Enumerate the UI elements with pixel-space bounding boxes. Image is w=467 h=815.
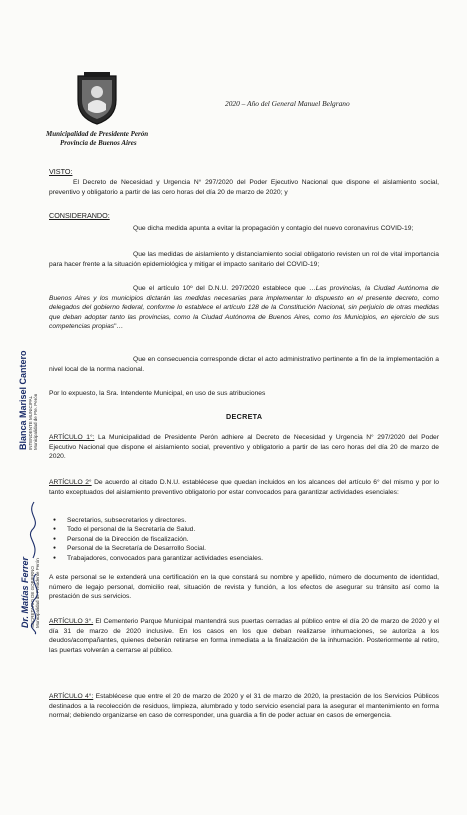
year-motto: 2020 – Año del General Manuel Belgrano	[225, 99, 350, 108]
signature-stamp-intendente	[18, 350, 38, 450]
list-item: ● Todo el personal de la Secretaría de Salud.	[51, 525, 431, 534]
signature-name: Dr. Matías Ferrer	[20, 556, 30, 628]
handwritten-signature	[24, 572, 46, 636]
article-2-list	[51, 516, 431, 563]
org-name: Municipalidad de Presidente Perón	[46, 130, 149, 138]
org-province: Provincia de Buenos Aires	[60, 139, 137, 147]
list-item: ● Secretarios, subsecretarios y directores.	[51, 516, 431, 525]
article-4: ARTÍCULO 4°: Establécese que entre el 20 de marzo de 2020 y el 31 de marzo de 2020, la prestación de los Servicios Públicos destinados a la recolección de residuos, limpieza, alumbrado y todo servicio esencial para la asegurar el mantenimiento en forma normal; debiendo organizarse en caso de corresponder, una guardia a fin de poder actuar en casos de emergencia.	[49, 693, 440, 720]
municipal-crest-logo	[74, 70, 120, 126]
por-ello: Por lo expuesto, la Sra. Intendente Municipal, en uso de sus atribuciones	[49, 390, 266, 397]
handwritten-signature	[24, 500, 44, 560]
article-2: ARTÍCULO 2° De acuerdo al citado D.N.U. establécese que quedan incluidos en los alcances del artículo 6° del mismo y por lo tanto exceptuados del aislamiento preventivo obligatorio por estar convocados para garantizar actividades esenciales:	[49, 479, 439, 496]
decreta-heading: DECRETA	[226, 412, 263, 421]
article-2-tail: A este personal se le extenderá una certificación en la que constará su nombre y apellido, número de documento de identidad, número de legajo personal, domicilio real, situación de revista y función, a los efectos de asegurar su tránsito así como la prestación de sus servicios.	[49, 574, 439, 601]
considerando-p1: Que dicha medida apunta a evitar la propagación y contagio del nuevo coronavirus COVID-19;	[133, 225, 414, 232]
visto-text: El Decreto de Necesidad y Urgencia N° 297/2020 del Poder Ejecutivo Nacional que dispone el aislamiento social, preventivo y obligatorio a partir de las cero horas del día 20 de marzo de 2020; y	[49, 179, 439, 196]
visto-heading: VISTO:	[49, 167, 73, 176]
article-3: ARTÍCULO 3°. El Cementerio Parque Municipal mantendrá sus puertas cerradas al público entre el día 20 de marzo de 2020 y el día 31 de marzo de 2020 inclusive. En los casos en los que deban realizarse inhumaciones, se autoriza a los deudos/acompañantes, quienes deberán retirarse en forma inmediata a la finalización de la inhumación. Posteriormente al retiro, las puertas volverán a cerrarse al público.	[49, 618, 439, 654]
considerando-p2: Que las medidas de aislamiento y distanciamiento social obligatorio revisten un rol de vital importancia para hacer frente a la situación epidemiológica y mitigar el impacto sanitario del COVID-19;	[49, 251, 439, 268]
considerando-p4: Que en consecuencia corresponde dictar el acto administrativo pertinente a fin de la implementación a nivel local de la norma nacional.	[49, 356, 439, 373]
list-item: ● Trabajadores, convocados para garantizar actividades esenciales.	[51, 554, 431, 563]
article-1: ARTÍCULO 1°: La Municipalidad de Presidente Perón adhiere al Decreto de Necesidad y Urgencia N° 297/2020 del Poder Ejecutivo Nacional que dispone el aislamiento social, preventivo y obligatorio a partir de las cero horas del día 20 de marzo de 2020.	[49, 434, 440, 461]
considerando-p3: Que el artículo 10º del D.N.U. 297/2020 establece que …Las provincias, la Ciudad Autónoma de Buenos Aires y los municipios dictarán las medidas necesarias para implementar lo dispuesto en el presente decreto, como delegados del gobierno federal, conforme lo establece el artículo 128 de la Constitución Nacional, sin perjuicio de otras medidas que deban adoptar tanto las provincias, como la Ciudad Autónoma de Buenos Aires, como los Municipios, en ejercicio de sus competencias propias"…	[49, 285, 439, 331]
signature-title: SECRETARIO DE GOBIERNO	[30, 566, 35, 628]
signature-name: Blanca Marisel Cantero	[18, 350, 28, 450]
signature-title: INTENDENTE MUNICIPAL	[28, 395, 33, 450]
signature-org: Municipalidad de Presidente Perón	[35, 558, 40, 628]
list-item: ● Personal de la Secretaría de Desarrollo Social.	[51, 544, 431, 553]
considerando-heading: CONSIDERANDO:	[49, 211, 110, 220]
list-item: ● Personal de la Dirección de fiscalización.	[51, 535, 431, 544]
signature-org: Municipalidad de Pte. Perón	[33, 393, 38, 450]
dnu-quote: Las provincias, la Ciudad Autónoma de Buenos Aires y los municipios dictarán las medidas necesarias para implementar lo dispuesto en el presente decreto, como delegados del gobierno federal, conforme lo establece el artículo 128 de la Constitución Nacional, sin perjuicio de otras medidas que deban adoptar tanto las provincias, como la Ciudad Autónoma de Buenos Aires, como los Municipios, en ejercicio de sus competencias propias	[49, 285, 439, 331]
